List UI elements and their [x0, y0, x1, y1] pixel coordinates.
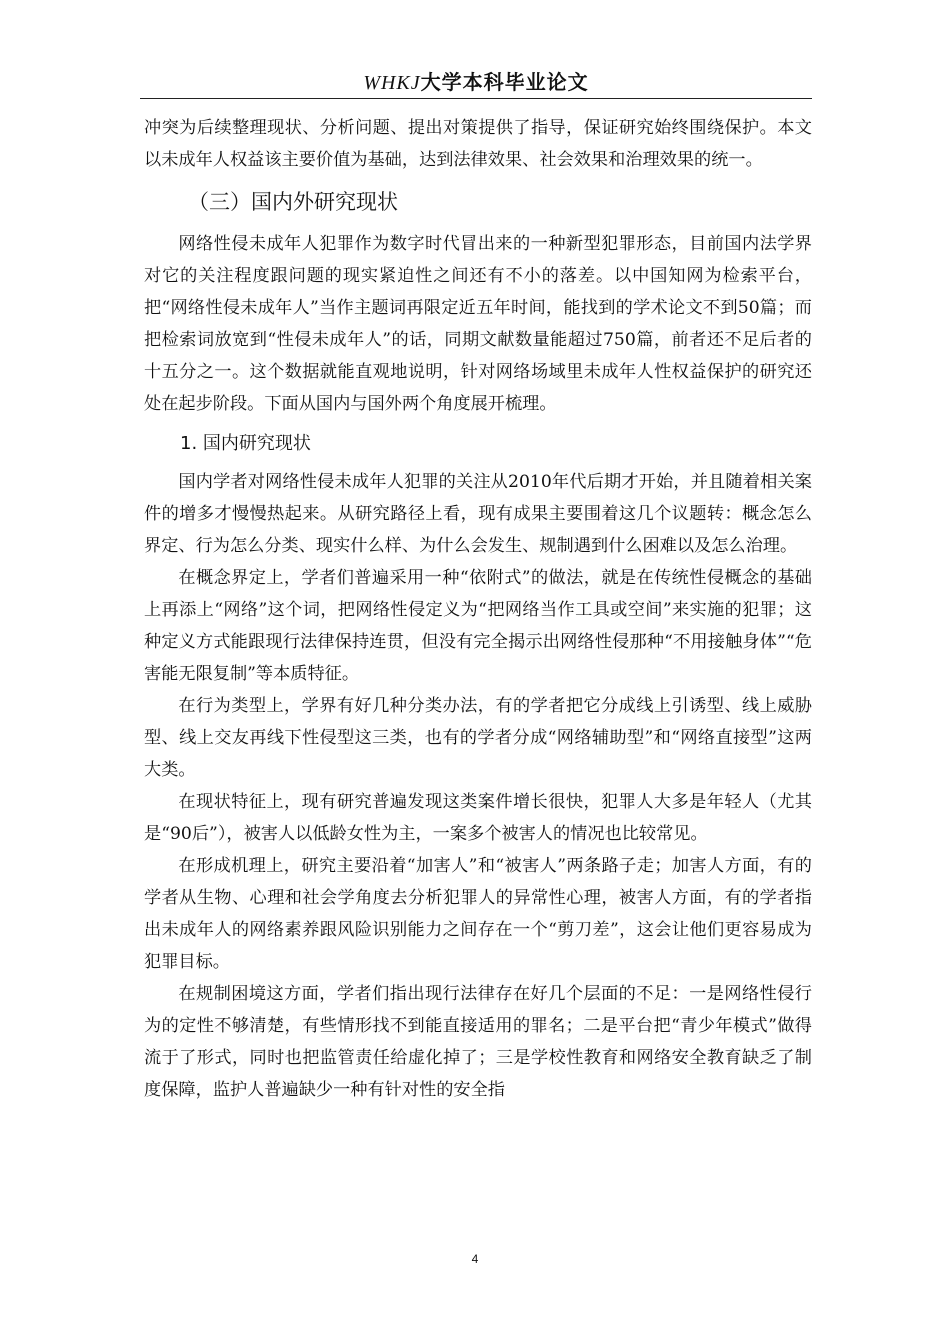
paragraph: 在形成机理上，研究主要沿着“加害人”和“被害人”两条路子走；加害人方面，有的学者从生物、心理和社会学角度去分析犯罪人的异常性心理，被害人方面，有的学者指出未成年人的网络素养跟风险识别能力之间存在一个“剪刀差”，这会让他们更容易成为犯罪目标。: [144, 856, 812, 972]
paragraph: 在现状特征上，现有研究普遍发现这类案件增长很快，犯罪人大多是年轻人（尤其是“90后”），被害人以低龄女性为主，一案多个被害人的情况也比较常见。: [144, 792, 812, 844]
paragraph: 国内学者对网络性侵未成年人犯罪的关注从2010年代后期才开始，并且随着相关案件的增多才慢慢热起来。从研究路径上看，现有成果主要围着这几个议题转：概念怎么界定、行为怎么分类、现实什么样、为什么会发生、规制遇到什么困难以及怎么治理。: [144, 472, 812, 556]
header-title: 大学本科毕业论文: [420, 70, 589, 94]
page-number: 4: [471, 1252, 479, 1266]
header-rule: [140, 98, 812, 99]
paragraph: 在规制困境这方面，学者们指出现行法律存在好几个层面的不足：一是网络性侵行为的定性不够清楚，有些情形找不到能直接适用的罪名；二是平台把“青少年模式”做得流于了形式，同时也把监管责任给虚化掉了；三是学校性教育和网络安全教育缺乏了制度保障，监护人普遍缺少一种有针对性的安全指: [144, 984, 812, 1100]
paragraph-continuation: 冲突为后续整理现状、分析问题、提出对策提供了指导，保证研究始终围绕保护。本文以未成年人权益该主要价值为基础，达到法律效果、社会效果和治理效果的统一。: [144, 118, 812, 170]
paragraph: 在行为类型上，学界有好几种分类办法，有的学者把它分成线上引诱型、线上威胁型、线上交友再线下性侵型这三类，也有的学者分成“网络辅助型”和“网络直接型”这两大类。: [144, 696, 812, 780]
paragraph: 在概念界定上，学者们普遍采用一种“依附式”的做法，就是在传统性侵概念的基础上再添上“网络”这个词，把网络性侵定义为“把网络当作工具或空间”来实施的犯罪；这种定义方式能跟现行法律保持连贯，但没有完全揭示出网络性侵那种“不用接触身体”“危害能无限复制”等本质特征。: [144, 568, 812, 684]
header-latin: WHKJ: [363, 72, 421, 94]
subsection-heading: 1. 国内研究现状: [180, 433, 311, 454]
paragraph: 网络性侵未成年人犯罪作为数字时代冒出来的一种新型犯罪形态，目前国内法学界对它的关注程度跟问题的现实紧迫性之间还有不小的落差。以中国知网为检索平台，把“网络性侵未成年人”当作主题词再限定近五年时间，能找到的学术论文不到50篇；而把检索词放宽到“性侵未成年人”的话，同期文献数量能超过750篇，前者还不足后者的十五分之一。这个数据就能直观地说明，针对网络场域里未成年人性权益保护的研究还处在起步阶段。下面从国内与国外两个角度展开梳理。: [144, 234, 812, 414]
running-header: [140, 66, 812, 96]
section-heading: （三）国内外研究现状: [188, 190, 398, 214]
body-content: [144, 112, 812, 1106]
